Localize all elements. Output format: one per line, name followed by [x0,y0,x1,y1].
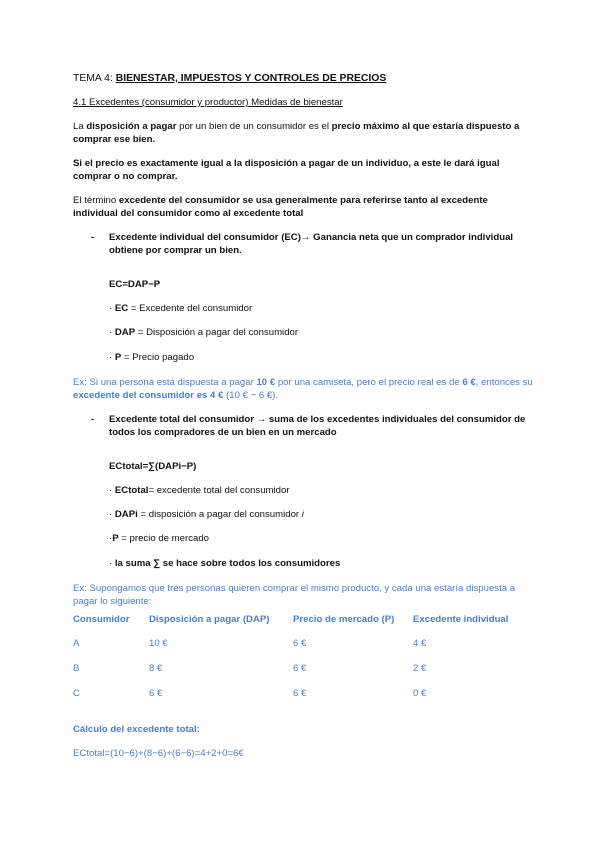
chapter-title-text: BIENESTAR, IMPUESTOS Y CONTROLES DE PRECIOS [115,73,387,84]
chapter-number: TEMA 4: [73,73,116,84]
table-cell: A [73,637,80,649]
column-header: Precio de mercado (P) [293,613,395,625]
bullet-dash: - [91,232,95,243]
column-header: Excedente individual [413,613,509,625]
table-cell: C [73,687,80,699]
table-cell: 10 € [149,637,168,649]
table-row [73,638,533,663]
column-header: Disposición a pagar (DAP) [149,613,270,625]
table-cell: 6 € [149,687,163,699]
bullet-text: Excedente individual del consumidor (EC)→ Ganancia neta que un comprador individual obtiene por comprar un bien. [109,232,514,256]
document-page [73,72,533,771]
formula-block-ec [109,278,533,364]
section-heading: 4.1 Excedentes (consumidor y productor) Medidas de bienestar [73,97,343,108]
definition-line: · DAP = Disposición a pagar del consumidor [109,327,299,339]
formula-ec: EC=DAP−P [109,279,161,290]
definition-line: · la suma ∑ se hace sobre todos los consumidores [109,557,341,569]
table-cell: 2 € [413,662,427,674]
intro-paragraph-2: Si el precio es exactamente igual a la disposición a pagar de un individuo, a este le dará igual comprar o no comprar. [73,158,500,182]
table-row [73,663,533,688]
table-row [73,688,533,713]
chapter-title [73,72,533,85]
table-cell: 6 € [293,662,307,674]
table-cell: B [73,662,80,674]
example-1: Ex: Si una persona está dispuesta a pagar 10 € por una camiseta, pero el precio real es de 6 €, entonces su excedente del consumidor es 4 € (10 € − 6 €). [73,376,533,401]
definition-line: · P = Precio pagado [109,351,195,363]
definition-line: · ECtotal= excedente total del consumidor [109,485,290,497]
definition-line: · EC = Excedente del consumidor [109,303,253,315]
table-cell: 0 € [413,687,427,699]
surplus-table [73,614,533,713]
calc-title: Cálculo del excedente total: [73,723,200,735]
table-cell: 6 € [293,687,307,699]
bullet-text: Excedente total del consumidor → suma de los excedentes individuales del consumidor de todos los compradores de un bien en un mercado [109,413,526,438]
definition-line: · DAPi = disposición a pagar del consumidor i [109,509,304,521]
table-cell: 4 € [413,637,427,649]
formula-ectotal: ECtotal=∑(DAPi−P) [109,460,197,472]
bullet-dash: - [91,413,95,425]
bullet-total-surplus [91,413,533,450]
calc-formula: ECtotal=(10−6)+(8−6)+(6−6)=4+2+0=6€ [73,747,244,759]
definition-line: ·P = precio de mercado [109,533,210,545]
intro-paragraph-3: El término excedente del consumidor se usa generalmente para referirse tanto al excedente individual del consumidor como al excedente total [73,195,488,219]
table-cell: 6 € [293,637,307,649]
example-2-intro: Ex: Supongamos que tres personas quieren comprar el mismo producto, y cada una estaría dispuesta a pagar lo siguiente: [73,582,516,607]
column-header: Consumidor [73,613,130,625]
bullet-individual-surplus [91,231,533,268]
table-header-row [73,614,533,638]
formula-block-ectotal [109,460,533,570]
table-cell: 8 € [149,662,163,674]
intro-paragraph-1: La disposición a pagar por un bien de un consumidor es el precio máximo al que estaría dispuesto a comprar ese bien. [73,121,520,145]
